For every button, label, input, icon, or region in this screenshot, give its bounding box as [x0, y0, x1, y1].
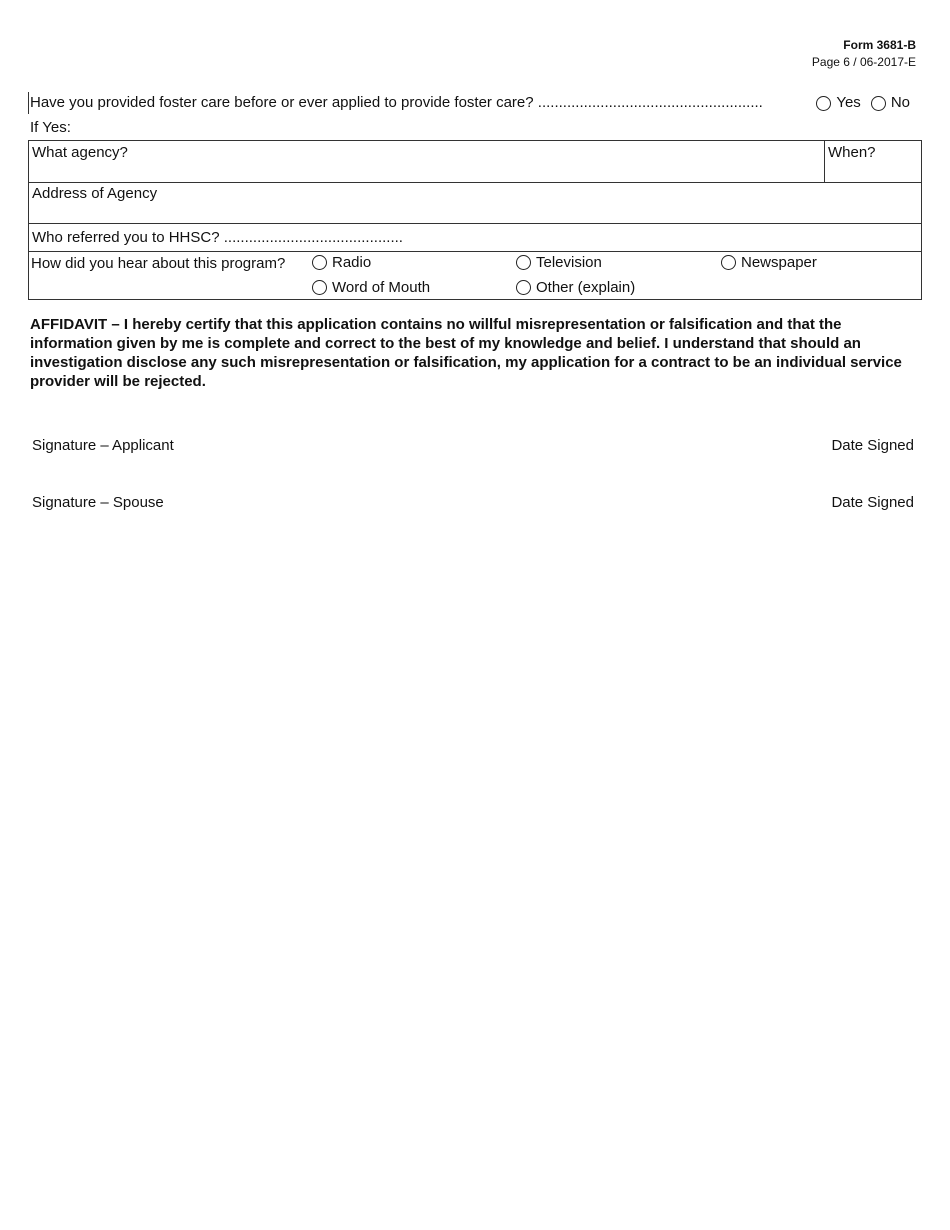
- other-radio-button[interactable]: [516, 280, 531, 295]
- foster-care-options: [816, 93, 910, 113]
- radio-radio-button[interactable]: [312, 255, 327, 270]
- spouse-signature-field[interactable]: Signature – Spouse: [32, 494, 164, 511]
- text-cursor: [28, 92, 29, 114]
- other-option-label: Other (explain): [536, 279, 636, 296]
- page-info: Page 6 / 06-2017-E: [811, 55, 916, 69]
- word-of-mouth-option-label: Word of Mouth: [332, 279, 431, 296]
- hear-word-of-mouth-option[interactable]: [312, 279, 430, 296]
- what-agency-field[interactable]: What agency?: [32, 144, 128, 161]
- television-radio-button[interactable]: [516, 255, 531, 270]
- foster-care-question: [28, 92, 918, 114]
- when-divider: [824, 141, 825, 182]
- if-yes-label: If Yes:: [30, 119, 71, 136]
- foster-no-label: No: [890, 94, 910, 111]
- television-option-label: Television: [536, 254, 602, 271]
- hear-television-option[interactable]: [516, 254, 602, 271]
- hear-newspaper-option[interactable]: [721, 254, 817, 271]
- row-divider-3: [29, 251, 921, 252]
- foster-yes-option[interactable]: [816, 93, 860, 113]
- foster-yes-radio[interactable]: [816, 96, 831, 111]
- agency-address-field[interactable]: Address of Agency: [32, 185, 158, 202]
- applicant-signature-field[interactable]: Signature – Applicant: [32, 437, 174, 454]
- hear-about-label: How did you hear about this program?: [31, 255, 286, 272]
- foster-yes-label: Yes: [836, 94, 861, 111]
- word-of-mouth-radio-button[interactable]: [312, 280, 327, 295]
- hear-other-option[interactable]: [516, 279, 635, 296]
- referred-by-field[interactable]: Who referred you to HHSC? ...........................................: [32, 229, 403, 246]
- affidavit-text: AFFIDAVIT – I hereby certify that this application contains no willful misrepresentation or falsification and that the information given by me is complete and correct to the best of my knowledge and belief. I understand that should an investigation disclose any such misrepresentation or falsification, my application for a contract to be an individual service provider will be rejected.: [30, 316, 902, 390]
- newspaper-radio-button[interactable]: [721, 255, 736, 270]
- agency-info-table: [28, 140, 922, 300]
- when-field[interactable]: When?: [828, 144, 876, 161]
- foster-no-option[interactable]: [871, 93, 910, 113]
- row-divider-2: [29, 223, 921, 224]
- row-divider-1: [29, 182, 921, 183]
- applicant-date-field[interactable]: Date Signed: [831, 437, 914, 454]
- form-number: Form 3681-B: [843, 38, 916, 52]
- foster-no-radio[interactable]: [871, 96, 886, 111]
- foster-care-question-text: Have you provided foster care before or ever applied to provide foster care? ......................................................: [30, 94, 763, 111]
- radio-option-label: Radio: [332, 254, 372, 271]
- newspaper-option-label: Newspaper: [741, 254, 817, 271]
- hear-radio-option[interactable]: [312, 254, 371, 271]
- spouse-date-field[interactable]: Date Signed: [831, 494, 914, 511]
